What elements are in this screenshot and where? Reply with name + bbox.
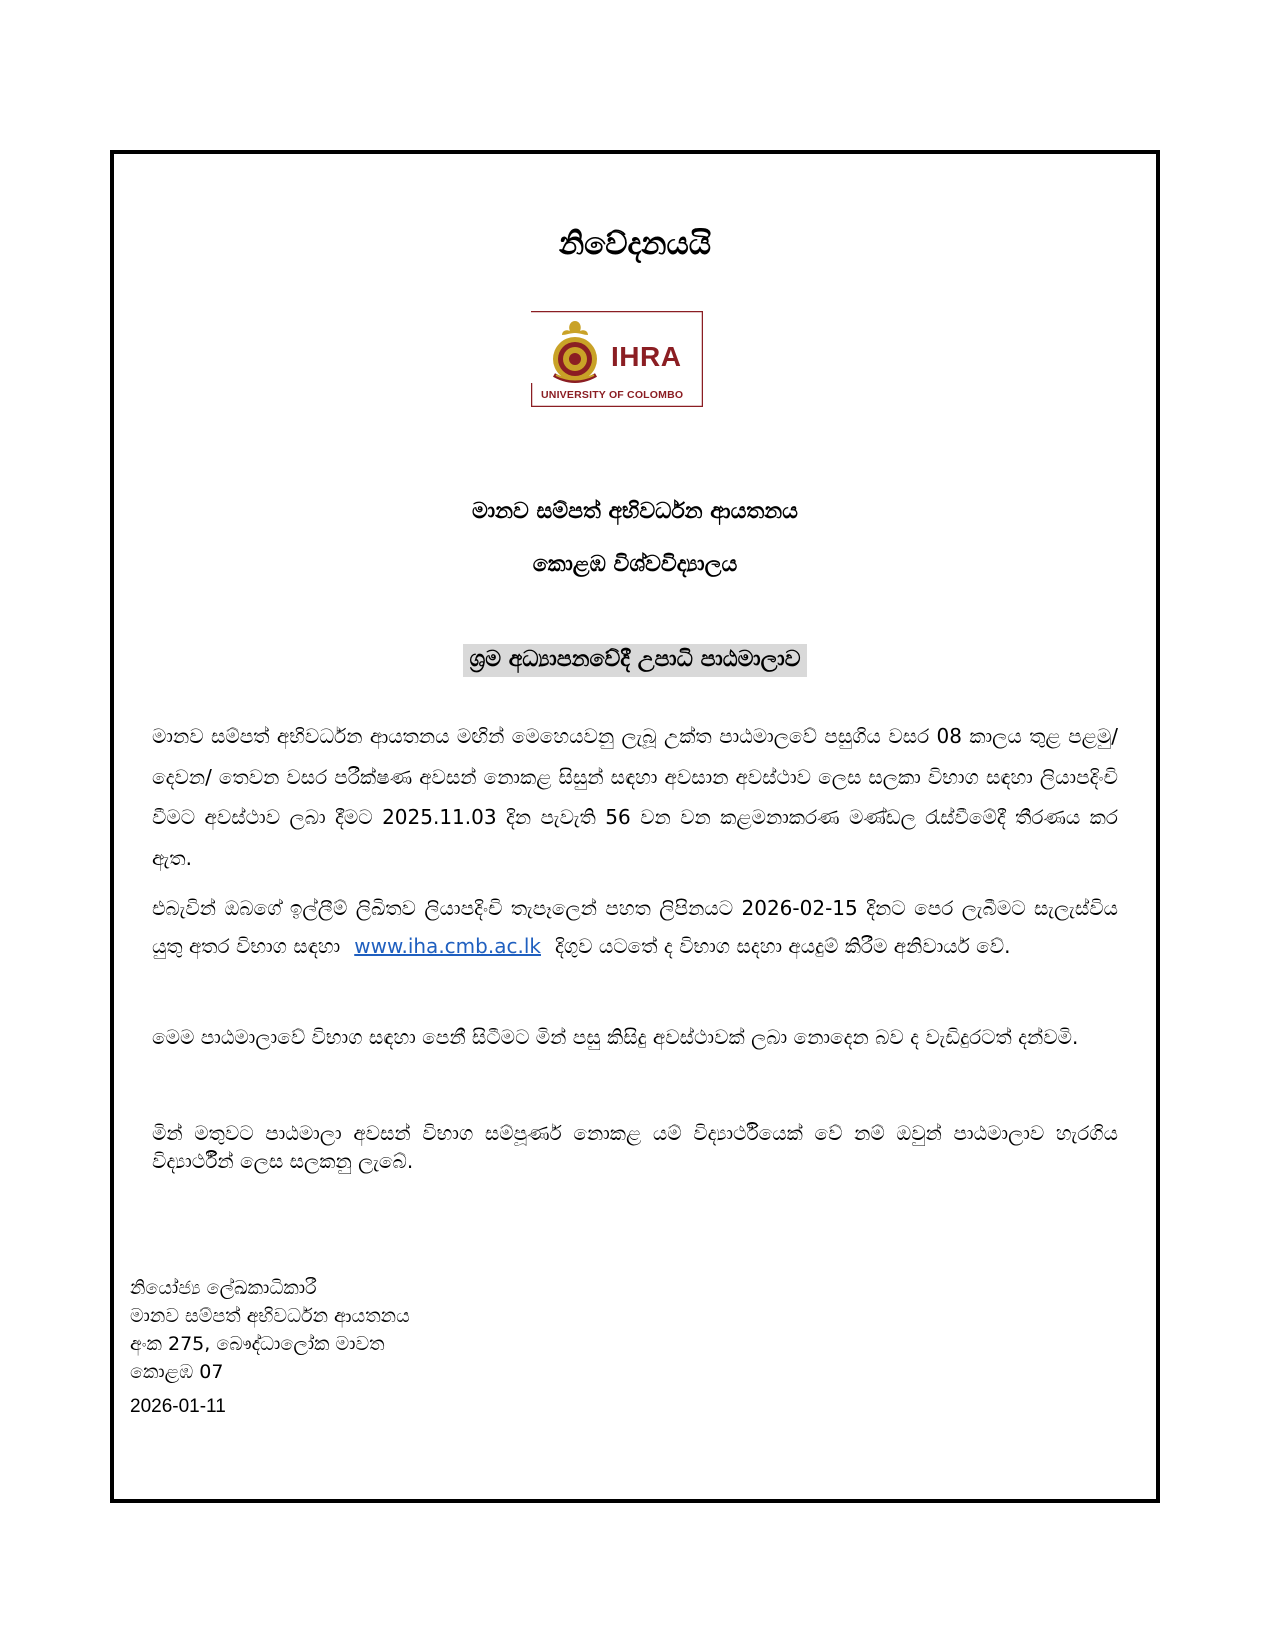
institute-name: මානව සම්පත් අභිවර්ධන ආයතනය bbox=[472, 499, 798, 524]
signatory-institute: මානව සම්පත් අභිවර්ධන ආයතනය bbox=[130, 1305, 410, 1327]
address-city: කොළඹ 07 bbox=[130, 1361, 224, 1383]
university-name: කොළඹ විශ්වවිද්‍යාලය bbox=[532, 552, 738, 577]
notice-frame bbox=[110, 150, 1160, 1503]
paragraph-2-text-start: එබැවින් ඔබගේ ඉල්ලීම් ලිඛිතව ලියාපදිංචි තැපෑලෙන් පහත ලිපිනයට 2026-02-15 දිනට පෙර ලැබීමට සැලැස්විය යුතු අතර විභාග සඳහා bbox=[152, 896, 1118, 958]
notice-paragraph-3: මෙම පාඨමාලාවේ විභාග සඳහා පෙනී සිටීමට මින් පසු කිසිදු අවස්ථාවක් ලබා නොදෙන බව ද වැඩිදුරටත් දන්වමි. bbox=[152, 1025, 1079, 1049]
course-title: ශ්‍රම අධ්‍යාපනවේදී උපාධි පාඨමාලාව bbox=[463, 644, 806, 677]
university-seal-icon bbox=[544, 319, 606, 385]
notice-paragraph-1: මානව සම්පත් අභිවර්ධන ආයතනය මඟින් මෙහෙයවනු ලැබූ උක්ත පාඨමාලවේ පසුගිය වසර 08 කාලය තුළ පළමු/ දෙවන/ තෙවන වසර පරීක්ෂණ අවසන් නොකළ සිසුන් සඳහා අවසාන අවස්ථාව ලෙස සලකා විභාග සඳහා ලියාපදිංචි වීමට අවස්ථාව ලබා දීමට 2025.11.03 දින පැවැති 56 වන වන කළමනාකරණ මණ්ඩල රැස්වීමේදී තීරණය කර ඇත. bbox=[152, 724, 1118, 870]
course-title-wrapper bbox=[114, 644, 1156, 677]
address-line: අංක 275, බෞද්ධාලෝක මාවත bbox=[130, 1333, 385, 1355]
notice-date: 2026-01-11 bbox=[130, 1396, 226, 1417]
paragraph-2-text-end: දිගුව යටතේ ද විභාග සදහා අයදුම් කිරීම අනිවාර්ය වේ. bbox=[554, 934, 1011, 958]
notice-paragraph-2 bbox=[152, 889, 1118, 965]
ihra-logo bbox=[531, 311, 703, 407]
website-link[interactable]: www.iha.cmb.ac.lk bbox=[354, 934, 541, 958]
signatory-designation: නියෝජ්‍ය ලේඛකාධිකාරී bbox=[130, 1277, 317, 1299]
notice-paragraph-4: මින් මතුවට පාඨමාලා අවසන් විභාග සම්පූර්ණ නොකළ යම් විද්‍යාර්ථියෙක් වේ නම් ඔවුන් පාඨමාලාව හැරගිය විද්‍යාර්ථීන් ලෙස සලකනු ලැබේ. bbox=[152, 1121, 1118, 1173]
page-title: නිවේදනයයි bbox=[558, 226, 712, 262]
logo-name: IHRA bbox=[611, 341, 682, 372]
signature-block bbox=[130, 1274, 410, 1386]
logo-subtitle: UNIVERSITY OF COLOMBO bbox=[541, 389, 684, 401]
